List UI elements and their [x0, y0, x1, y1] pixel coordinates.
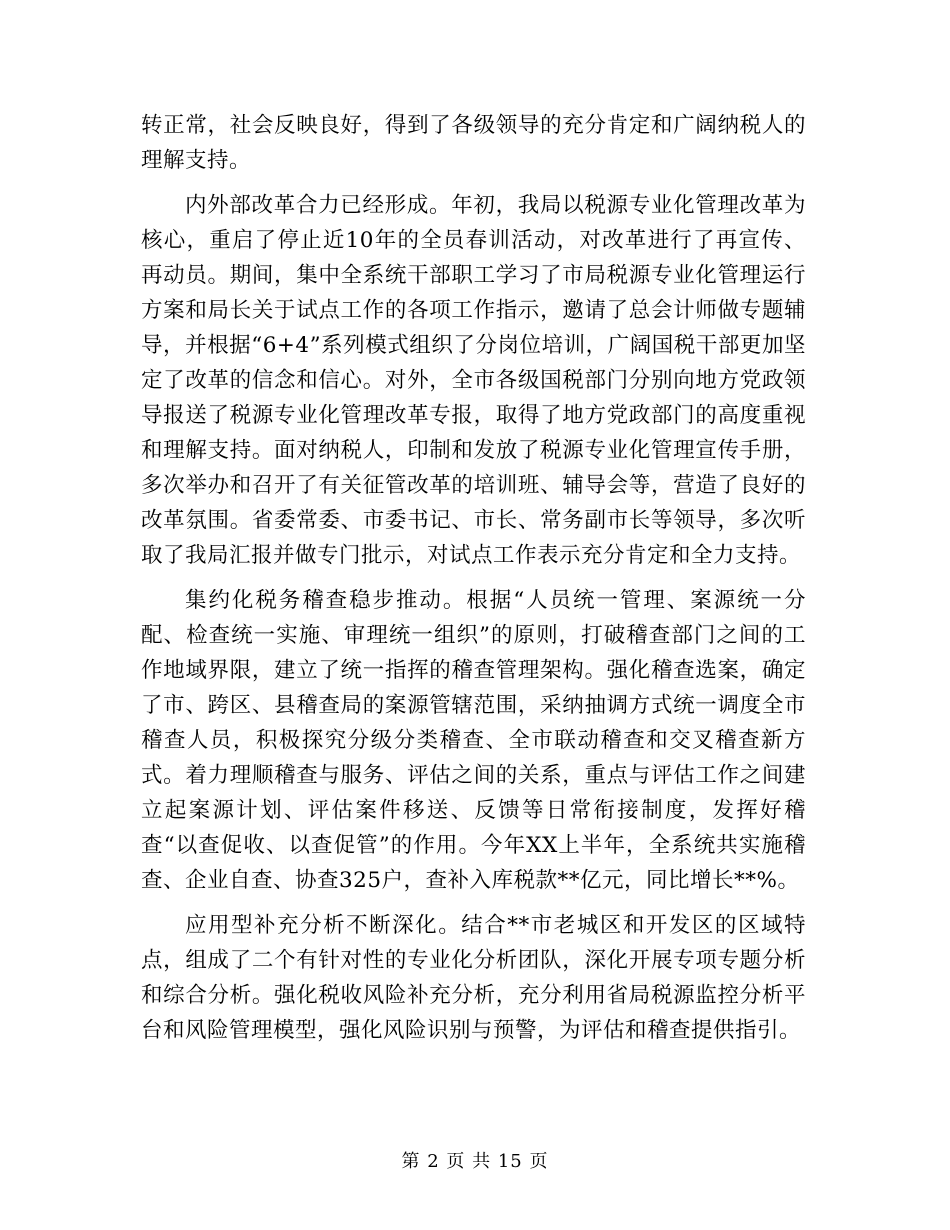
paragraph-tax-inspection: 集约化税务稽查稳步推动。根据“人员统一管理、案源统一分配、检查统一实施、审理统一组织”的原则，打破稽查部门之间的工作地域界限，建立了统一指挥的稽查管理架构。强化稽查选案，确定了市、跨区、县稽查局的案源管辖范围，采纳抽调方式统一调度全市稽查人员，积极探究分级分类稽查、全市联动稽查和交叉稽查新方式。着力理顺稽查与服务、评估之间的关系，重点与评估工作之间建立起案源计划、评估案件移送、反馈等日常衔接制度，发挥好稽查“以查促收、以查促管”的作用。今年XX上半年，全系统共实施稽查、企业自查、协查325户，查补入库税款**亿元，同比增长**%。: [141, 588, 806, 893]
page-number-footer: 第 2 页 共 15 页: [401, 1151, 549, 1172]
document-body: [141, 108, 806, 1048]
paragraph-supplementary-analysis: 应用型补充分析不断深化。结合**市老城区和开发区的区域特点，组成了二个有针对性的专业化分析团队，深化开展专项专题分析和综合分析。强化税收风险补充分析，充分利用省局税源监控分析平台和风险管理模型，强化风险识别与预警，为评估和稽查提供指引。: [141, 913, 806, 1043]
paragraph-reform-synergy: 内外部改革合力已经形成。年初，我局以税源专业化管理改革为核心，重启了停止近10年的全员春训活动，对改革进行了再宣传、再动员。期间，集中全系统干部职工学习了市局税源专业化管理运行方案和局长关于试点工作的各项工作指示，邀请了总会计师做专题辅导，并根据“6+4”系列模式组织了分岗位培训，广阔国税干部更加坚定了改革的信念和信心。对外，全市各级国税部门分别向地方党政领导报送了税源专业化管理改革专报，取得了地方党政部门的高度重视和理解支持。面对纳税人，印制和发放了税源专业化管理宣传手册，多次举办和召开了有关征管改革的培训班、辅导会等，营造了良好的改革氛围。省委常委、市委书记、市长、常务副市长等领导，多次听取了我局汇报并做专门批示，对试点工作表示充分肯定和全力支持。: [141, 193, 806, 568]
paragraph-continuation: 转正常，社会反映良好，得到了各级领导的充分肯定和广阔纳税人的理解支持。: [141, 113, 806, 173]
